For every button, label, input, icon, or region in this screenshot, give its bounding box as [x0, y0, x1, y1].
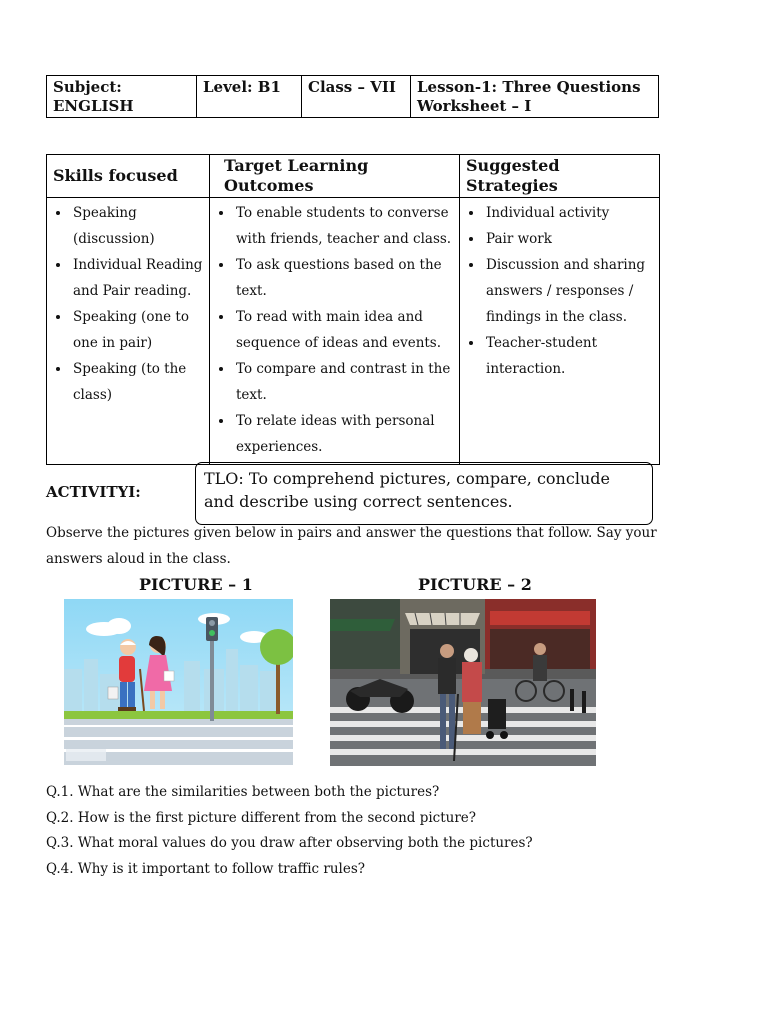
strategies-cell [460, 198, 660, 465]
list-item: • Speaking (discussion) [71, 200, 205, 252]
question-4: Q.4. Why is it important to follow traffic rules? [46, 860, 366, 877]
skills-cell [47, 198, 210, 465]
list-item: • Pair work [484, 226, 655, 252]
list-item: • Speaking (one to one in pair) [71, 304, 205, 356]
list-item: • Individual activity [484, 200, 655, 226]
activity-label: ACTIVITYI: [46, 483, 141, 501]
header-table [46, 75, 659, 118]
list-item: • Teacher-student interaction. [484, 330, 655, 382]
outcomes-header: Target Learning Outcomes [210, 155, 460, 198]
picture-2-label: PICTURE – 2 [418, 575, 532, 594]
picture-2-photo [330, 599, 596, 766]
strategies-header: Suggested Strategies [460, 155, 660, 198]
list-item: • To compare and contrast in the text. [234, 356, 455, 408]
list-item: • Individual Reading and Pair reading. [71, 252, 205, 304]
lesson-cell: Lesson-1: Three Questions Worksheet – I [411, 76, 659, 118]
subject-cell: Subject: ENGLISH [47, 76, 197, 118]
tlo-box: TLO: To comprehend pictures, compare, conclude and describe using correct sentences. [195, 462, 653, 525]
list-item: • To read with main idea and sequence of ideas and events. [234, 304, 455, 356]
list-item: • Discussion and sharing answers / responses / findings in the class. [484, 252, 655, 330]
picture-1-illustration [64, 599, 293, 765]
skills-table [46, 154, 660, 465]
question-3: Q.3. What moral values do you draw after observing both the pictures? [46, 835, 533, 851]
activity-instructions: Observe the pictures given below in pairs and answer the questions that follow. Say your answers aloud in the class. [46, 525, 657, 567]
picture-1-label: PICTURE – 1 [139, 575, 253, 594]
list-item: • To relate ideas with personal experiences. [234, 408, 455, 460]
list-item: • To enable students to converse with friends, teacher and class. [234, 200, 455, 252]
questions-list [46, 780, 706, 882]
skills-list [53, 200, 205, 408]
list-item: • Speaking (to the class) [71, 356, 205, 408]
question-2: Q.2. How is the first picture different from the second picture? [46, 809, 477, 826]
question-1: Q.1. What are the similarities between both the pictures? [46, 784, 440, 800]
level-cell: Level: B1 [197, 76, 302, 118]
strategies-list [466, 200, 655, 382]
outcomes-list [216, 200, 455, 460]
outcomes-cell [210, 198, 460, 465]
skills-header: Skills focused [47, 155, 210, 198]
class-cell: Class – VII [302, 76, 411, 118]
list-item: • To ask questions based on the text. [234, 252, 455, 304]
